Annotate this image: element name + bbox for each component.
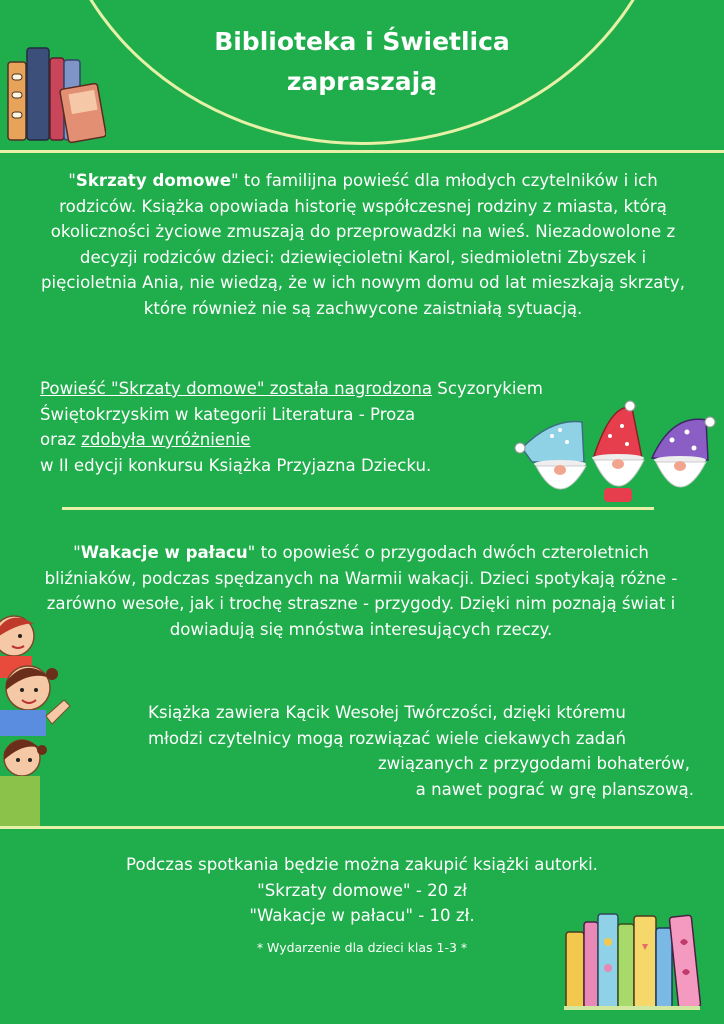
book2-title: Wakacje w pałacu bbox=[80, 543, 248, 562]
title-line-2: zapraszają bbox=[286, 67, 438, 96]
award-text: Scyzorykiem Świętokrzyskim w kategorii Literatura - Proza bbox=[40, 379, 543, 424]
title-line-1: Biblioteka i Świetlica bbox=[214, 27, 510, 56]
price-wakacje: "Wakacje w pałacu" - 10 zł. bbox=[249, 906, 475, 925]
corner-line-2: młodzi czytelnicy mogą rozwiązać wiele ciekawych zadań bbox=[147, 728, 627, 748]
price-skrzaty: "Skrzaty domowe" - 20 zł bbox=[257, 880, 467, 900]
book1-description bbox=[38, 168, 688, 321]
award-and: oraz bbox=[40, 430, 82, 449]
divider-middle bbox=[62, 507, 654, 510]
book1-description-text: to familijna powieść dla młodych czytelników i ich rodziców. Książka opowiada historię współczesnej rodziny z miasta, którą okoliczności życiowe zmuszają do przeprowadzki na wieś. Niezadowolone z decyzji rodziców dzieci: dziewięcioletni Karol, siedmioletni Zbyszek i pięcioletnia Ania, nie wiedzą, że w ich nowym domu od lat mieszkają skrzaty, które również nie są zachwycone zaistniałą sytuacją. bbox=[41, 171, 685, 318]
divider-top bbox=[0, 150, 724, 153]
page-title bbox=[0, 22, 724, 102]
purchase-info: Podczas spotkania będzie można zakupić książki autorki. bbox=[126, 855, 598, 874]
gnomes-icon bbox=[512, 400, 720, 512]
corner-line-1: Książka zawiera Kącik Wesołej Twórczości, dzięki któremu bbox=[148, 703, 626, 722]
divider-bottom bbox=[0, 826, 724, 829]
event-note: * Wydarzenie dla dzieci klas 1-3 * bbox=[256, 939, 468, 955]
award-link[interactable]: Powieść "Skrzaty domowe" została nagrodzona bbox=[40, 379, 433, 398]
quote-close: " bbox=[247, 543, 256, 562]
corner-line-4: a nawet pograć w grę planszową. bbox=[415, 779, 694, 799]
book2-description bbox=[28, 540, 694, 642]
book2-corner bbox=[80, 700, 694, 802]
award-contest: w II edycji konkursu Książka Przyjazna Dziecku. bbox=[40, 455, 432, 475]
book1-title: Skrzaty domowe bbox=[75, 171, 232, 190]
book2-description-text: to opowieść o przygodach dwóch czteroletnich bliźniaków, podczas spędzanych na Warmii wakacji. Dzieci spotykają różne - zarówno wesołe, jak i trochę straszne - przygody. Dzięki nim poznają świat i dowiadują się mnóstwa interesujących rzeczy. bbox=[44, 543, 678, 639]
distinction-link[interactable]: zdobyła wyróżnienie bbox=[81, 430, 251, 449]
quote-open: " bbox=[73, 543, 81, 562]
quote-close: " bbox=[231, 171, 239, 190]
colorful-books-icon bbox=[562, 902, 702, 1012]
children-icon bbox=[0, 612, 80, 827]
quote-open: " bbox=[68, 171, 76, 190]
corner-line-3: związanych z przygodami bohaterów, bbox=[377, 754, 690, 773]
book-stack-icon bbox=[6, 40, 106, 145]
